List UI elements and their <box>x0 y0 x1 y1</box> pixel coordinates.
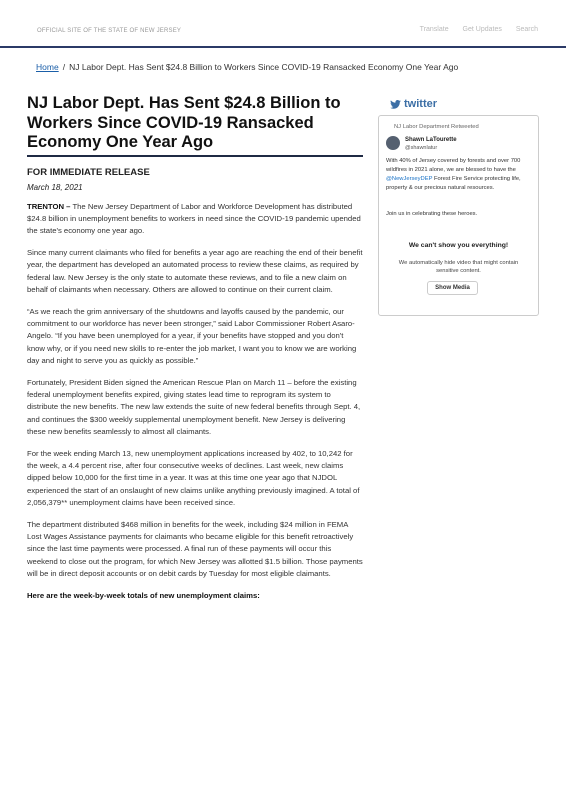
top-bar <box>0 0 566 48</box>
twitter-heading[interactable] <box>390 98 437 110</box>
breadcrumb <box>36 62 458 72</box>
twitter-bird-icon <box>390 100 401 109</box>
article-paragraph-5: For the week ending March 13, new unemployment applications increased by 402, to 10,242 for the week, a 4.4 percent rise, after four consecutive weeks of declines. Last week, new claims dipped below 10,000 for the first time in a year. It was at this time one year ago that NJDOL experienced the start of an onslaught of new claims unlike anything previously imagined. A total of 2,056,379** unemployment claims have been received since. <box>27 448 360 507</box>
sensitive-media-title: We can't show you everything! <box>408 242 509 249</box>
release-label: FOR IMMEDIATE RELEASE <box>27 166 150 178</box>
article-paragraph-2: Since many current claimants who filed for benefits a year ago are reaching the end of their benefit year, the department has developed an automated process to review these claims, as required by federal law. New Jersey is the only state to automate these reviews, and to file a new claim on behalf of claimants when necessary. Others are allowed to continue on their current claim. <box>27 248 363 294</box>
tweet-user-handle[interactable]: @shawnlatur <box>405 145 438 151</box>
breadcrumb-separator: / <box>62 62 66 72</box>
twitter-heading-label: twitter <box>404 98 437 110</box>
get-updates-link[interactable]: Get Updates <box>462 26 502 33</box>
tweet-text-start: With 40% of Jersey covered by forests and over 700 wildfires in 2021 alone, we are blessed to have the <box>386 158 521 173</box>
article-paragraph-1 <box>27 201 363 238</box>
search-link[interactable]: Search <box>515 26 538 33</box>
show-media-button[interactable]: Show Media <box>427 281 478 295</box>
official-site-label: OFFICIAL SITE OF THE STATE OF NEW JERSEY <box>37 28 182 34</box>
avatar[interactable] <box>386 136 400 150</box>
breadcrumb-current: NJ Labor Dept. Has Sent $24.8 Billion to Workers Since COVID-19 Ransacked Economy One Year Ago <box>69 62 459 72</box>
tweet-text-join: Join us in celebrating these heroes. <box>386 211 478 217</box>
dateline: TRENTON – <box>27 201 71 211</box>
mention-link[interactable]: @NewJerseyDEP <box>386 176 433 182</box>
article-paragraph-4: Fortunately, President Biden signed the American Rescue Plan on March 11 – before the existing federal unemployment benefits expired, giving states lead time to reprogram its system to distribute the new benefits. The new law extends the suite of new federal benefits through Sept. 4, and continues the $300 weekly supplemental unemployment benefit. New Jersey is delivering these new benefits seamlessly to almost all claimants. <box>27 377 361 436</box>
top-nav <box>408 26 538 33</box>
article-paragraph-6: The department distributed $468 million in benefits for the week, including $24 million in FEMA Lost Wages Assistance payments for claimants who became eligible for this benefit retroactively since the last time payments were processed. A final run of these payments will occur this weekend to close out the program, for which New Jersey was allotted $1.5 billion. Those payments will be in direct deposit accounts or on debit cards by Tuesday for most eligible claimants. <box>27 519 363 578</box>
release-date: March 18, 2021 <box>27 182 83 192</box>
tweet-text-end: Forest Fire Service protecting life, property & our precious natural resources. <box>386 176 521 191</box>
article <box>27 94 363 600</box>
tweet-text <box>386 157 532 193</box>
claims-subheading: Here are the week-by-week totals of new unemployment claims: <box>27 590 260 600</box>
sensitive-media-note: We automatically hide video that might contain sensitive content. <box>398 260 519 274</box>
article-paragraph-3: “As we reach the grim anniversary of the shutdowns and layoffs caused by the pandemic, our commitment to our workforce has never been stronger,” said Labor Commissioner Robert Asaro-Angelo. “If you have been unemployed for a year, if your benefits have stopped and you don't know why, or if you need new skills to re-enter the job market, I want you to know we are working day and night to serve you as quickly as possible.” <box>27 306 357 365</box>
tweet-user-name[interactable]: Shawn LaTourette <box>405 137 457 143</box>
translate-link[interactable]: Translate <box>419 26 449 33</box>
page-title: NJ Labor Dept. Has Sent $24.8 Billion to Workers Since COVID-19 Ransacked Economy One Year Ago <box>27 94 363 157</box>
retweeted-label: NJ Labor Department Retweeted <box>394 124 479 130</box>
paragraph-1-text: The New Jersey Department of Labor and Workforce Development has distributed $24.8 billion in unemployment benefits to workers in need since the COVID-19 pandemic upended the state's economy one year ago. <box>27 201 361 235</box>
twitter-timeline <box>378 115 539 316</box>
breadcrumb-home-link[interactable]: Home <box>36 62 59 72</box>
